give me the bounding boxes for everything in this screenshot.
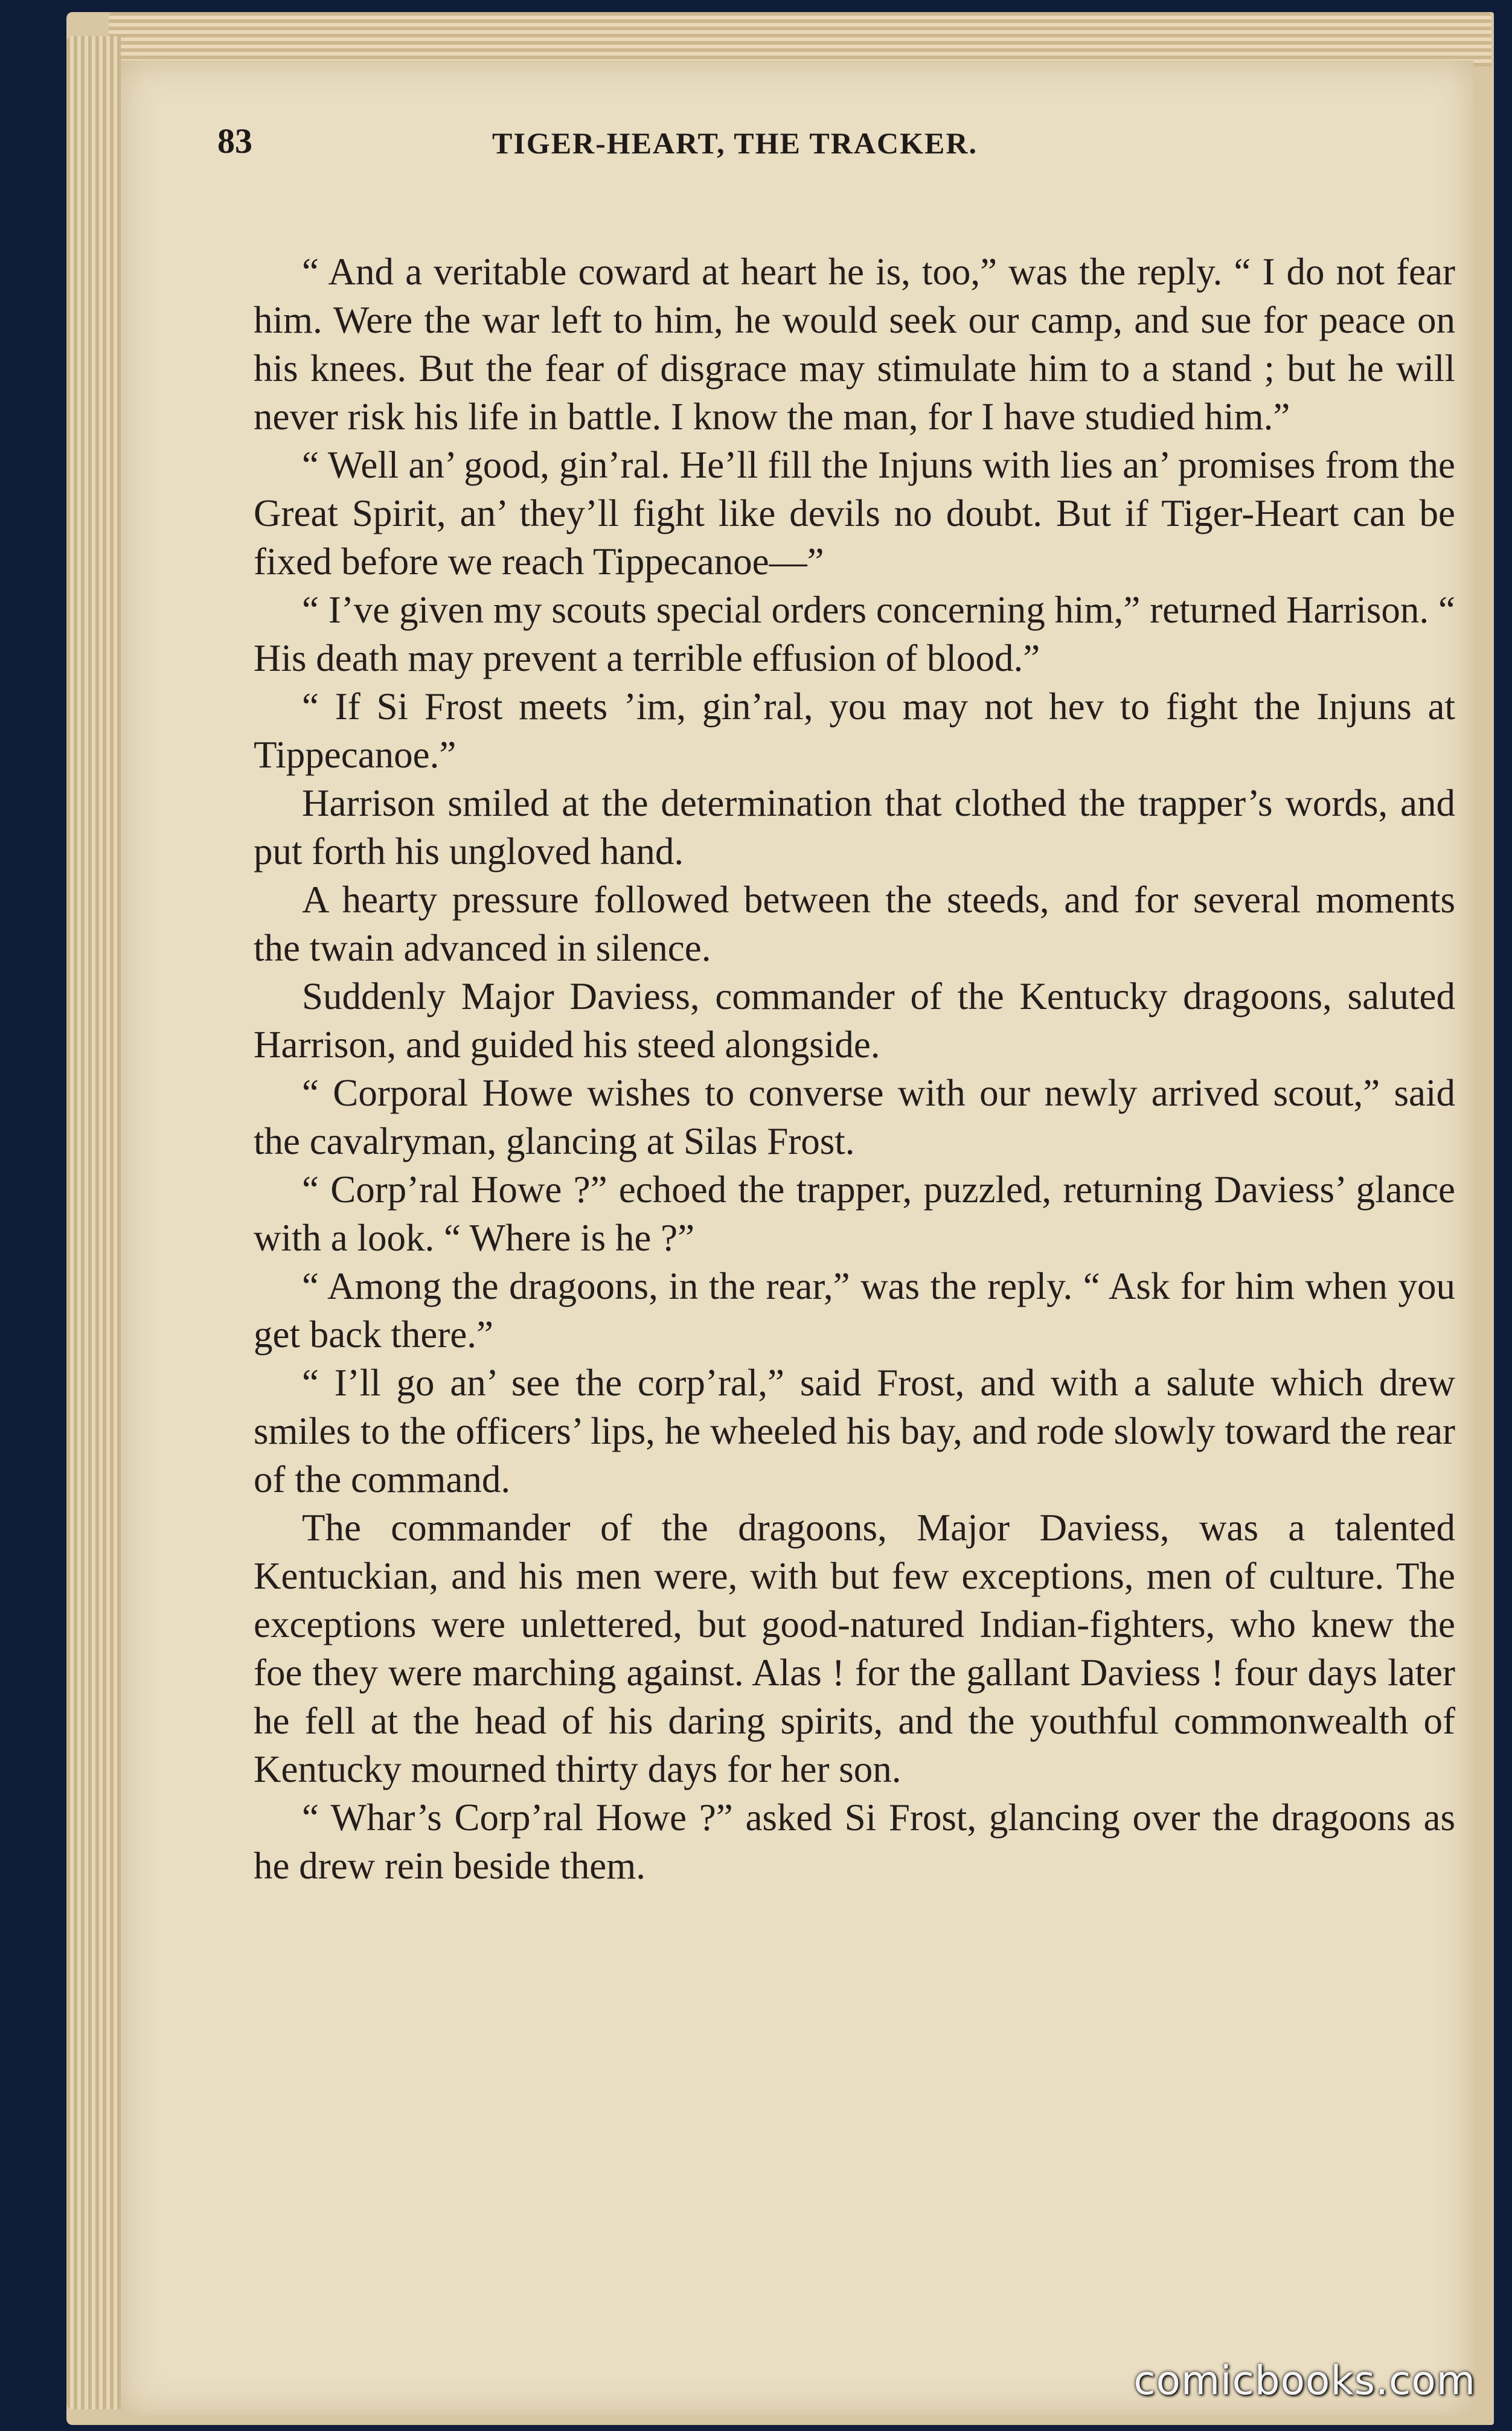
page-side-edges	[66, 36, 121, 2409]
paragraph: “ I’ve given my scouts special orders concerning him,” returned Harrison. “ His death may prevent a terrible effusion of blood.”	[254, 589, 1455, 679]
watermark: comicbooks.com	[1133, 2357, 1476, 2404]
paragraph: “ And a veritable coward at heart he is, too,” was the reply. “ I do not fear him. Were the war left to him, he would seek our camp, and sue for peace on his knees. But the fear of disgrace may stimulate him to a stand ; but he will never risk his life in battle. I know the man, for I have studied him.”	[254, 251, 1455, 438]
paragraph: Harrison smiled at the determination that clothed the trapper’s words, and put forth his ungloved hand.	[254, 782, 1455, 873]
page-number: 83	[217, 121, 252, 161]
paragraph: The commander of the dragoons, Major Daviess, was a talented Kentuckian, and his men were, with but few exceptions, men of culture. The exceptions were unlettered, but good-natured Indian-fighters, who knew the foe they were marching against. Alas ! for the gallant Daviess ! four days later he fell at the head of his daring spirits, and the youthful commonwealth of Kentucky mourned thirty days for her son.	[254, 1507, 1455, 1790]
paragraph: “ Well an’ good, gin’ral. He’ll fill the Injuns with lies an’ promises from the Great Spirit, an’ they’ll fight like devils no doubt. But if Tiger-Heart can be fixed before we reach Tippecanoe—”	[254, 444, 1455, 583]
paragraph: “ Corp’ral Howe ?” echoed the trapper, puzzled, returning Daviess’ glance with a look. “ Where is he ?”	[254, 1168, 1455, 1259]
paragraph: “ Whar’s Corp’ral Howe ?” asked Si Frost, glancing over the dragoons as he drew rein beside them.	[254, 1796, 1455, 1887]
running-title: TIGER-HEART, THE TRACKER.	[492, 126, 978, 160]
running-head	[217, 121, 1244, 175]
paragraph: A hearty pressure followed between the steeds, and for several moments the twain advanced in silence.	[254, 879, 1455, 969]
paragraph: “ I’ll go an’ see the corp’ral,” said Frost, and with a salute which drew smiles to the officers’ lips, he wheeled his bay, and rode slowly toward the rear of the command.	[254, 1362, 1455, 1501]
body-text	[254, 248, 1455, 1890]
page-top-edges	[109, 12, 1491, 66]
paragraph: Suddenly Major Daviess, commander of the Kentucky dragoons, saluted Harrison, and guided his steed alongside.	[254, 975, 1455, 1066]
paragraph: “ Corporal Howe wishes to converse with our newly arrived scout,” said the cavalryman, glancing at Silas Frost.	[254, 1072, 1455, 1162]
paragraph: “ Among the dragoons, in the rear,” was the reply. “ Ask for him when you get back there.”	[254, 1265, 1455, 1356]
paragraph: “ If Si Frost meets ’im, gin’ral, you may not hev to fight the Injuns at Tippecanoe.”	[254, 685, 1455, 776]
